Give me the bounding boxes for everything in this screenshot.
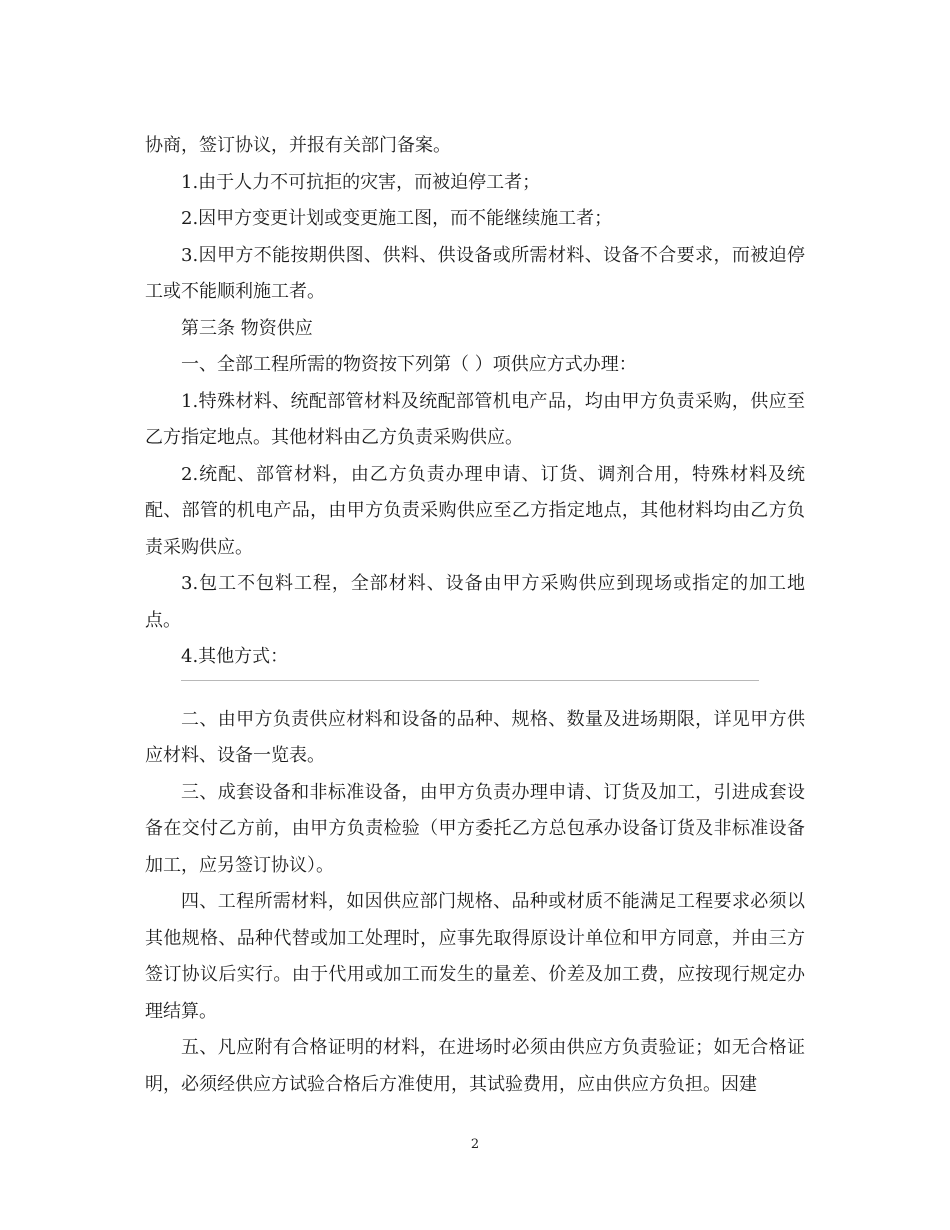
fill-in-blank-line xyxy=(145,676,805,696)
paragraph: 2.因甲方变更计划或变更施工图，而不能继续施工者； xyxy=(181,208,613,229)
paragraph: 二、由甲方负责供应材料和设备的品种、规格、数量及进场期限，详见甲方供应材料、设备一览表。 xyxy=(145,708,805,766)
paragraph: 三、成套设备和非标准设备，由甲方负责办理申请、订货及加工，引进成套设备在交付乙方前，由甲方负责检验（甲方委托乙方总包承办设备订货及非标准设备加工，应另签订协议）。 xyxy=(145,781,805,876)
document-body xyxy=(145,128,805,1103)
paragraph: 1.特殊材料、统配部管材料及统配部管机电产品，均由甲方负责采购，供应至乙方指定地点。其他材料由乙方负责采购供应。 xyxy=(145,390,805,448)
page-number: 2 xyxy=(470,1137,480,1152)
paragraph: 协商，签订协议，并报有关部门备案。 xyxy=(145,135,451,156)
paragraph: 1.由于人力不可抗拒的灾害，而被迫停工者； xyxy=(181,171,541,193)
paragraph: 3.包工不包料工程，全部材料、设备由甲方采购供应到现场或指定的加工地点。 xyxy=(145,573,805,631)
paragraph: 一、全部工程所需的物资按下列第（ ）项供应方式办理： xyxy=(181,354,637,375)
paragraph: 4.其他方式： xyxy=(181,646,289,667)
paragraph: 五、凡应附有合格证明的材料，在进场时必须由供应方负责验证；如无合格证明，必须经供应方试验合格后方准使用，其试验费用，应由供应方负担。因建 xyxy=(145,1037,805,1095)
blank-underline xyxy=(181,680,759,681)
paragraph: 四、工程所需材料，如因供应部门规格、品种或材质不能满足工程要求必须以其他规格、品种代替或加工处理时，应事先取得原设计单位和甲方同意，并由三方签订协议后实行。由于代用或加工而发生的量差、价差及加工费，应按现行规定办理结算。 xyxy=(145,891,805,1022)
paragraph: 2.统配、部管材料，由乙方负责办理申请、订货、调剂合用，特殊材料及统配、部管的机电产品，由甲方负责采购供应至乙方指定地点，其他材料均由乙方负责采购供应。 xyxy=(145,463,805,558)
paragraph: 第三条 物资供应 xyxy=(181,317,313,339)
paragraph: 3.因甲方不能按期供图、供料、供设备或所需材料、设备不合要求，而被迫停工或不能顺利施工者。 xyxy=(145,244,805,302)
